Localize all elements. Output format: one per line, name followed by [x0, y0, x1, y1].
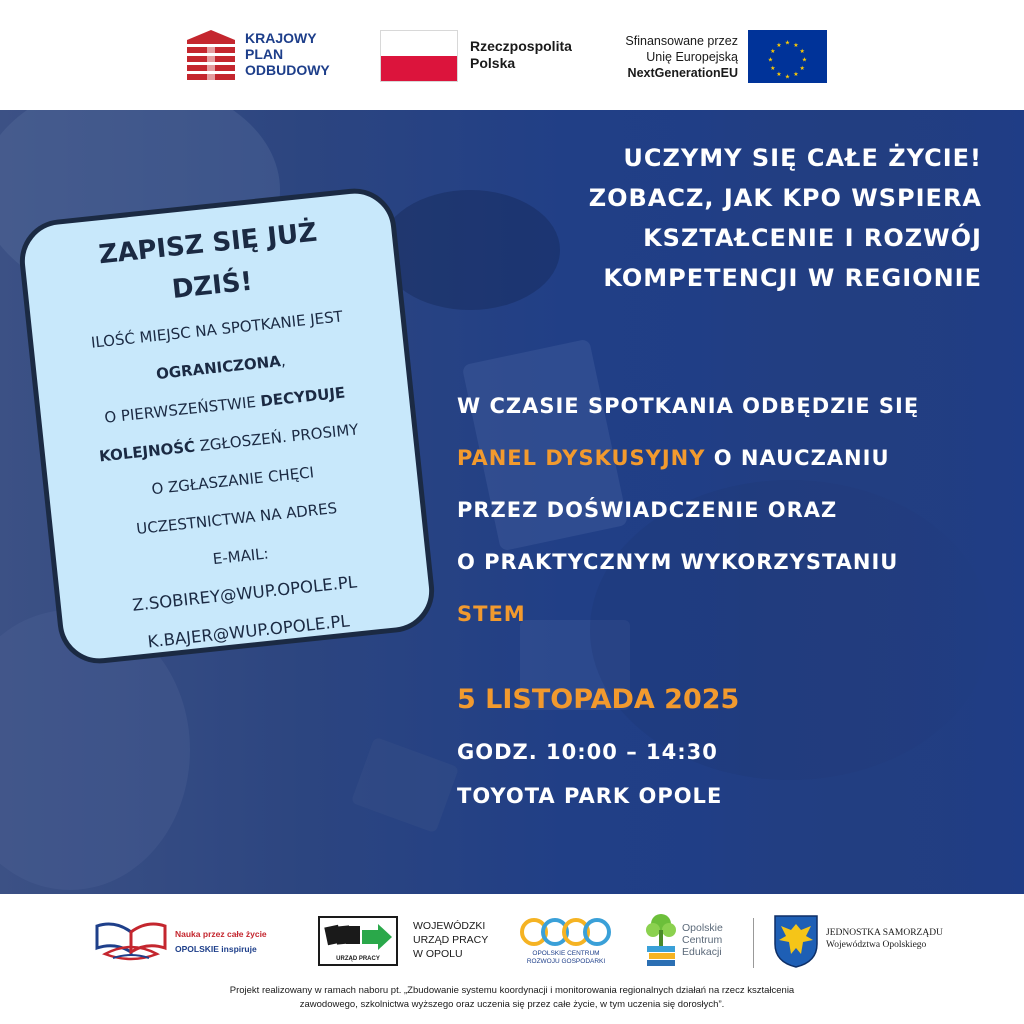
- eu-flag-icon: [748, 30, 827, 83]
- event-place: TOYOTA PARK OPOLE: [457, 784, 723, 808]
- stem-highlight: STEM: [457, 602, 526, 626]
- eu-funding-text: Sfinansowane przez Unię Europejską NextGenerationEU: [625, 34, 738, 80]
- panel-description: W CZASIE SPOTKANIA ODBĘDZIE SIĘ PANEL DYSKUSYJNY O NAUCZANIU PRZEZ DOŚWIADCZENIE ORAZ O PRAKTYCZNYM WYKORZYSTANIU STEM: [457, 380, 919, 640]
- kpo-logo-icon: [187, 30, 235, 82]
- poland-flag-icon: [380, 30, 458, 82]
- svg-text:★: ★: [801, 56, 808, 64]
- svg-text:★: ★: [784, 39, 791, 47]
- email-link-1[interactable]: Z.SOBIREY@WUP.OPOLE.PL: [131, 572, 358, 615]
- event-time: GODZ. 10:00 – 14:30: [457, 740, 718, 764]
- wup-logo-icon: [318, 916, 398, 966]
- svg-text:★: ★: [793, 71, 799, 79]
- svg-text:★: ★: [770, 48, 776, 55]
- email-link-2[interactable]: K.BAJER@WUP.OPOLE.PL: [146, 611, 351, 652]
- poland-logo-text: Rzeczpospolita Polska: [470, 38, 572, 71]
- logo-bar: [0, 0, 1024, 110]
- svg-text:★: ★: [776, 41, 782, 49]
- kpo-logo-text: KRAJOWY PLAN ODBUDOWY: [245, 30, 330, 78]
- tree-books-icon: [643, 912, 679, 968]
- signup-title: ZAPISZ SIĘ JUŻ DZIŚ!: [97, 217, 319, 305]
- headline: UCZYMY SIĘ CAŁE ŻYCIE! ZOBACZ, JAK KPO WSPIERA KSZTAŁCENIE I ROZWÓJ KOMPETENCJI W REGIONIE: [588, 144, 982, 292]
- signup-body: ILOŚĆ MIEJSC NA SPOTKANIE JEST OGRANICZONA, O PIERWSZEŃSTWIE DECYDUJE KOLEJNOŚĆ ZGŁOSZEŃ. PROSIMY O ZGŁASZANIE CHĘCI UCZESTNICTWA NA ADRES E-MAIL: Z.SOBIREY@WUP.OPOLE.PL K.BAJER@WUP.OPOLE.PL: [32, 291, 434, 670]
- svg-text:★: ★: [784, 73, 791, 81]
- footer-divider: [753, 918, 754, 968]
- js-text: JEDNOSTKA SAMORZĄDU Województwa Opolskiego: [826, 928, 943, 950]
- ocrg-text: OPOLSKIE CENTRUM ROZWOJU GOSPODARKI: [526, 950, 606, 965]
- svg-text:★: ★: [770, 65, 776, 72]
- open-book-icon: [95, 918, 167, 966]
- svg-text:★: ★: [793, 41, 799, 49]
- signup-card: [16, 184, 439, 667]
- svg-text:★: ★: [799, 48, 805, 55]
- wup-logo-label: URZĄD PRACY: [336, 956, 380, 962]
- nauka-logo-text: Nauka przez całe życie OPOLSKIE inspiruje: [175, 929, 267, 954]
- eagle-coat-of-arms-icon: [773, 914, 819, 968]
- svg-text:★: ★: [799, 65, 805, 72]
- wup-text: WOJEWÓDZKI URZĄD PRACY W OPOLU: [413, 920, 489, 960]
- svg-text:★: ★: [767, 56, 774, 64]
- project-note: Projekt realizowany w ramach naboru pt. „Zbudowanie systemu koordynacji i monitorowania regionalnych działań na rzecz kształcenia zawodowego, szkolnictwa wyższego oraz uczenia się przez całe życie, w tym uczenia się dorosłych”.: [229, 985, 795, 1010]
- event-date: 5 LISTOPADA 2025: [457, 684, 740, 715]
- panel-highlight: PANEL DYSKUSYJNY: [457, 446, 706, 470]
- oce-text: Opolskie Centrum Edukacji: [682, 922, 723, 958]
- svg-text:★: ★: [776, 71, 782, 79]
